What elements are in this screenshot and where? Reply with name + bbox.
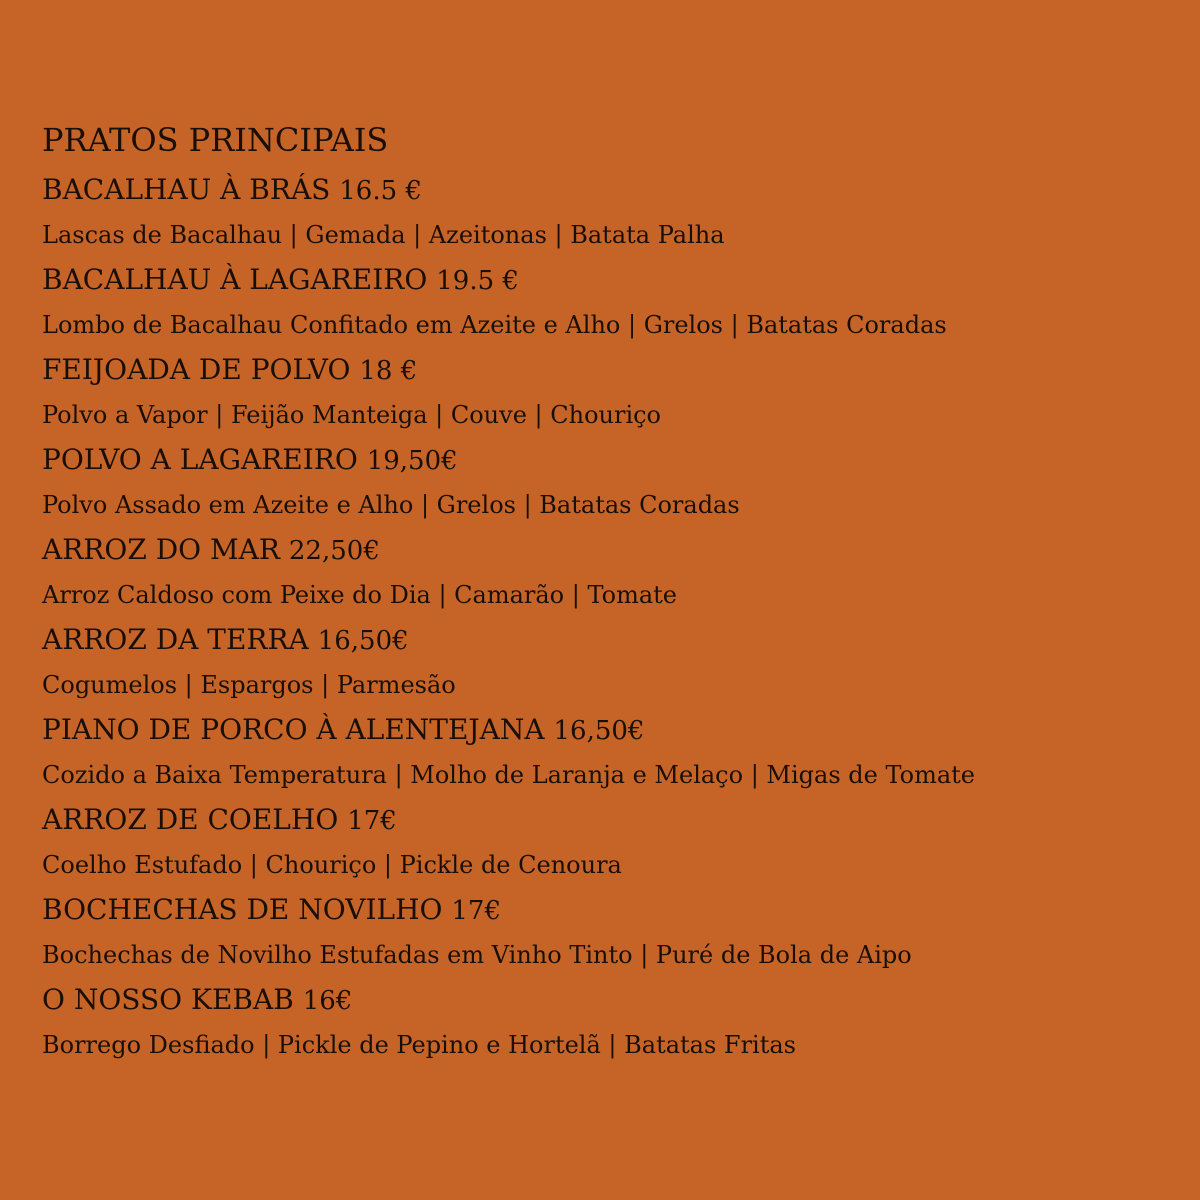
dish-title [42,528,1162,572]
dish-item [42,348,1162,438]
dish-description: Lascas de Bacalhau | Gemada | Azeitonas | Batata Palha [42,221,725,249]
dish-title [42,978,1162,1022]
dish-title [42,168,1162,212]
dish-price: 19.5 € [436,266,519,296]
dish-description: Polvo a Vapor | Feijão Manteiga | Couve | Chouriço [42,401,662,429]
dish-description: Bochechas de Novilho Estufadas em Vinho Tinto | Puré de Bola de Aipo [42,941,912,969]
dish-item [42,618,1162,708]
dish-price: 16,50€ [317,626,409,656]
dish-title [42,888,1162,932]
dish-title [42,618,1162,662]
dish-item [42,168,1162,258]
dish-description: Cogumelos | Espargos | Parmesão [42,671,456,699]
dish-name: ARROZ DA TERRA [42,623,309,656]
dish-name: BACALHAU À LAGAREIRO [42,263,428,296]
dish-name: O NOSSO KEBAB [42,983,294,1016]
dish-price: 17€ [347,806,397,836]
dish-item [42,258,1162,348]
dish-price: 18 € [359,356,418,386]
dish-title [42,708,1162,752]
dish-title [42,798,1162,842]
menu-page [42,118,1162,1068]
dish-description: Arroz Caldoso com Peixe do Dia | Camarão | Tomate [42,581,677,609]
dish-item [42,978,1162,1068]
dish-title [42,438,1162,482]
dish-item [42,708,1162,798]
dish-item [42,528,1162,618]
dish-name: BOCHECHAS DE NOVILHO [42,893,443,926]
dish-price: 16.5 € [339,176,422,206]
dish-title [42,348,1162,392]
dish-price: 16,50€ [553,716,645,746]
dish-title [42,258,1162,302]
dish-name: PIANO DE PORCO À ALENTEJANA [42,713,545,746]
dish-price: 17€ [451,896,502,926]
dish-name: FEIJOADA DE POLVO [42,353,351,386]
dish-price: 16€ [302,986,353,1016]
dish-description: Polvo Assado em Azeite e Alho | Grelos | Batatas Coradas [42,491,740,519]
dish-item [42,798,1162,888]
dish-description: Cozido a Baixa Temperatura | Molho de Laranja e Melaço | Migas de Tomate [42,761,975,789]
dish-description: Borrego Desfiado | Pickle de Pepino e Hortelã | Batatas Fritas [42,1031,796,1059]
dish-name: ARROZ DO MAR [42,533,280,566]
dish-description: Coelho Estufado | Chouriço | Pickle de Cenoura [42,851,622,879]
section-title: PRATOS PRINCIPAIS [42,121,389,159]
dish-description: Lombo de Bacalhau Confitado em Azeite e Alho | Grelos | Batatas Coradas [42,311,947,339]
dish-price: 19,50€ [366,446,458,476]
dish-name: POLVO A LAGAREIRO [42,443,358,476]
dish-price: 22,50€ [288,536,380,566]
dish-name: BACALHAU À BRÁS [42,173,331,206]
dish-item [42,888,1162,978]
dish-name: ARROZ DE COELHO [42,803,339,836]
dish-item [42,438,1162,528]
